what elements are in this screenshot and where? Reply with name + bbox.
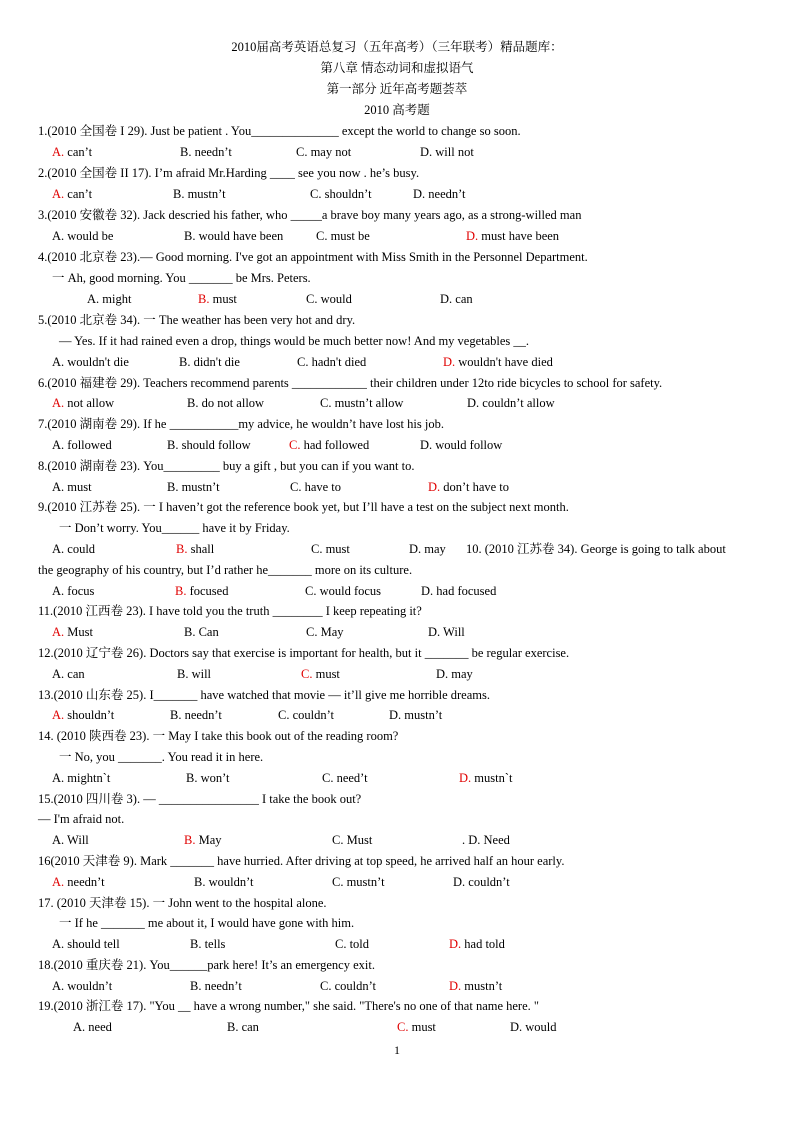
answer-letter: B. — [184, 833, 196, 847]
answer-letter: B. — [175, 584, 187, 598]
question-1-stem: 1.(2010 全国卷 I 29). Just be patient . You______________ except the world to change so soon. — [38, 124, 521, 138]
q5-option-a: A. wouldn't die — [52, 355, 129, 369]
answer-letter: D. — [449, 937, 462, 951]
q9-option-b: B. shall — [176, 542, 215, 556]
q19-option-d: D. would — [510, 1020, 557, 1034]
answer-letter: A. — [52, 875, 65, 889]
question-14-stem: 14. (2010 陕西卷 23). 一 May I take this book out of the reading room? — [38, 729, 399, 743]
q10-option-b: B. focused — [175, 584, 229, 598]
q17-option-c: C. told — [335, 937, 370, 951]
q13-option-d: D. mustn’t — [389, 708, 443, 722]
q11-option-a: A. Must — [52, 625, 93, 639]
q13-option-c: C. couldn’t — [278, 708, 335, 722]
q10-option-c: C. would focus — [305, 584, 382, 598]
answer-letter: D. — [428, 480, 441, 494]
q2-option-a: A. can’t — [52, 187, 93, 201]
question-14-dialog: 一 No, you _______. You read it in here. — [59, 750, 264, 764]
page-number: 1 — [394, 1043, 400, 1057]
q4-option-d: D. can — [440, 292, 473, 306]
q9-option-a: A. could — [52, 542, 96, 556]
q18-option-b: B. needn’t — [190, 979, 242, 993]
question-18-stem: 18.(2010 重庆卷 21). You______park here! It’s an emergency exit. — [38, 958, 375, 972]
q12-option-b: B. will — [177, 667, 212, 681]
q16-option-b: B. wouldn’t — [194, 875, 254, 889]
q2-option-d: D. needn’t — [413, 187, 466, 201]
document-title: 2010届高考英语总复习（五年高考）（三年联考）精品题库： — [231, 40, 563, 54]
q11-option-c: C. May — [306, 625, 344, 639]
q14-option-c: C. need’t — [322, 771, 368, 785]
question-9-stem: 9.(2010 江苏卷 25). 一 I haven’t got the reference book yet, but I’ll have a test on the subject next month. — [38, 500, 569, 514]
q16-option-a: A. needn’t — [52, 875, 105, 889]
q17-option-d: D. had told — [449, 937, 505, 951]
answer-letter: D. — [443, 355, 456, 369]
q9-option-d: D. may — [409, 542, 446, 556]
q7-option-c: C. had followed — [289, 438, 370, 452]
q18-option-c: C. couldn’t — [320, 979, 377, 993]
q5-option-c: C. hadn't died — [297, 355, 367, 369]
answer-letter: A. — [52, 396, 65, 410]
q9-option-c: C. must — [311, 542, 350, 556]
q2-option-b: B. mustn’t — [173, 187, 226, 201]
question-17-dialog: 一 If he _______ me about it, I would have gone with him. — [59, 916, 355, 930]
q1-option-d: D. will not — [420, 145, 474, 159]
q4-option-a: A. might — [87, 292, 132, 306]
chapter-title: 第八章 情态动词和虚拟语气 — [320, 61, 474, 75]
answer-letter: C. — [289, 438, 301, 452]
q16-option-c: C. mustn’t — [332, 875, 385, 889]
q14-option-a: A. mightn`t — [52, 771, 111, 785]
q11-option-b: B. Can — [184, 625, 219, 639]
question-15-stem: 15.(2010 四川卷 3). — ________________ I take the book out? — [38, 792, 362, 806]
q8-option-d: D. don’t have to — [428, 480, 510, 494]
q2-option-c: C. shouldn’t — [310, 187, 372, 201]
q18-option-a: A. wouldn’t — [52, 979, 113, 993]
question-4-dialog: 一 Ah, good morning. You _______ be Mrs. Peters. — [52, 271, 311, 285]
part-title: 第一部分 近年高考题荟萃 — [326, 82, 468, 96]
answer-letter: D. — [449, 979, 462, 993]
answer-letter: A. — [52, 625, 65, 639]
q6-option-a: A. not allow — [52, 396, 115, 410]
answer-letter: B. — [198, 292, 210, 306]
q8-option-a: A. must — [52, 480, 92, 494]
q1-option-c: C. may not — [296, 145, 352, 159]
q14-option-d: D. mustn`t — [459, 771, 513, 785]
q15-option-b: B. May — [184, 833, 222, 847]
q3-option-d: D. must have been — [466, 229, 560, 243]
question-4-stem: 4.(2010 北京卷 23).— Good morning. I've got an appointment with Miss Smith in the Personnel Department. — [38, 250, 588, 264]
answer-letter: D. — [459, 771, 472, 785]
question-12-stem: 12.(2010 辽宁卷 26). Doctors say that exercise is important for health, but it _______ be regular exercise. — [38, 646, 570, 660]
answer-letter: C. — [301, 667, 313, 681]
q1-option-b: B. needn’t — [180, 145, 232, 159]
q13-option-b: B. needn’t — [170, 708, 222, 722]
q10-option-a: A. focus — [52, 584, 95, 598]
q3-option-a: A. would be — [52, 229, 114, 243]
question-8-stem: 8.(2010 湖南卷 23). You_________ buy a gift , but you can if you want to. — [38, 459, 415, 473]
q16-option-d: D. couldn’t — [453, 875, 510, 889]
question-16-stem: 16(2010 天津卷 9). Mark _______ have hurried. After driving at top speed, he arrived half an hour early. — [38, 854, 565, 868]
question-13-stem: 13.(2010 山东卷 25). I_______ have watched that movie — it’ll give me horrible dreams. — [38, 688, 490, 702]
q12-option-d: D. may — [436, 667, 473, 681]
q10-option-d: D. had focused — [421, 584, 497, 598]
year-title: 2010 高考题 — [364, 103, 430, 117]
question-9-dialog: 一 Don’t worry. You______ have it by Friday. — [59, 521, 290, 535]
q18-option-d: D. mustn’t — [449, 979, 503, 993]
question-5-dialog: — Yes. If it had rained even a drop, things would be much better now! And my vegetables __. — [59, 334, 530, 348]
q8-option-c: C. have to — [290, 480, 342, 494]
q4-option-b: B. must — [198, 292, 237, 306]
q14-option-b: B. won’t — [186, 771, 230, 785]
q12-option-c: C. must — [301, 667, 340, 681]
q5-option-b: B. didn't die — [179, 355, 240, 369]
answer-letter: A. — [52, 708, 65, 722]
q19-option-b: B. can — [227, 1020, 259, 1034]
q15-option-c: C. Must — [332, 833, 373, 847]
answer-letter: A. — [52, 187, 65, 201]
q3-option-b: B. would have been — [184, 229, 284, 243]
q6-option-c: C. mustn’t allow — [320, 396, 404, 410]
question-3-stem: 3.(2010 安徽卷 32). Jack descried his father, who _____a brave boy many years ago, as a strong-willed man — [38, 208, 582, 222]
answer-letter: A. — [52, 145, 65, 159]
q7-option-d: D. would follow — [420, 438, 503, 452]
answer-letter: C. — [397, 1020, 409, 1034]
question-2-stem: 2.(2010 全国卷 II 17). I’m afraid Mr.Harding ____ see you now . he’s busy. — [38, 166, 420, 180]
q6-option-b: B. do not allow — [187, 396, 265, 410]
question-5-stem: 5.(2010 北京卷 34). 一 The weather has been very hot and dry. — [38, 313, 356, 327]
q7-option-a: A. followed — [52, 438, 112, 452]
question-15-dialog: — I'm afraid not. — [38, 812, 125, 826]
q12-option-a: A. can — [52, 667, 85, 681]
q3-option-c: C. must be — [316, 229, 370, 243]
question-7-stem: 7.(2010 湖南卷 29). If he ___________my advice, he wouldn’t have lost his job. — [38, 417, 444, 431]
q15-option-a: A. Will — [52, 833, 89, 847]
q11-option-d: D. Will — [428, 625, 465, 639]
answer-letter: B. — [176, 542, 188, 556]
q13-option-a: A. shouldn’t — [52, 708, 115, 722]
q17-option-b: B. tells — [190, 937, 226, 951]
q5-option-d: D. wouldn't have died — [443, 355, 553, 369]
question-17-stem: 17. (2010 天津卷 15). 一 John went to the hospital alone. — [38, 896, 327, 910]
question-10-stem-continued: the geography of his country, but I’d rather he_______ more on its culture. — [38, 563, 413, 577]
q7-option-b: B. should follow — [167, 438, 251, 452]
question-19-stem: 19.(2010 浙江卷 17). "You __ have a wrong number," she said. "There's no one of that name here. " — [38, 999, 539, 1013]
q4-option-c: C. would — [306, 292, 352, 306]
q8-option-b: B. mustn’t — [167, 480, 220, 494]
question-11-stem: 11.(2010 江西卷 23). I have told you the truth ________ I keep repeating it? — [38, 604, 422, 618]
q19-option-a: A. need — [73, 1020, 112, 1034]
answer-letter: D. — [466, 229, 479, 243]
question-10-stem: 10. (2010 江苏卷 34). George is going to talk about — [466, 542, 726, 556]
question-6-stem: 6.(2010 福建卷 29). Teachers recommend parents ____________ their children under 12to ride bicycles to school for safety. — [38, 376, 663, 390]
q6-option-d: D. couldn’t allow — [467, 396, 555, 410]
q1-option-a: A. can’t — [52, 145, 93, 159]
q17-option-a: A. should tell — [52, 937, 120, 951]
q15-option-d: . D. Need — [462, 833, 510, 847]
q19-option-c: C. must — [397, 1020, 436, 1034]
